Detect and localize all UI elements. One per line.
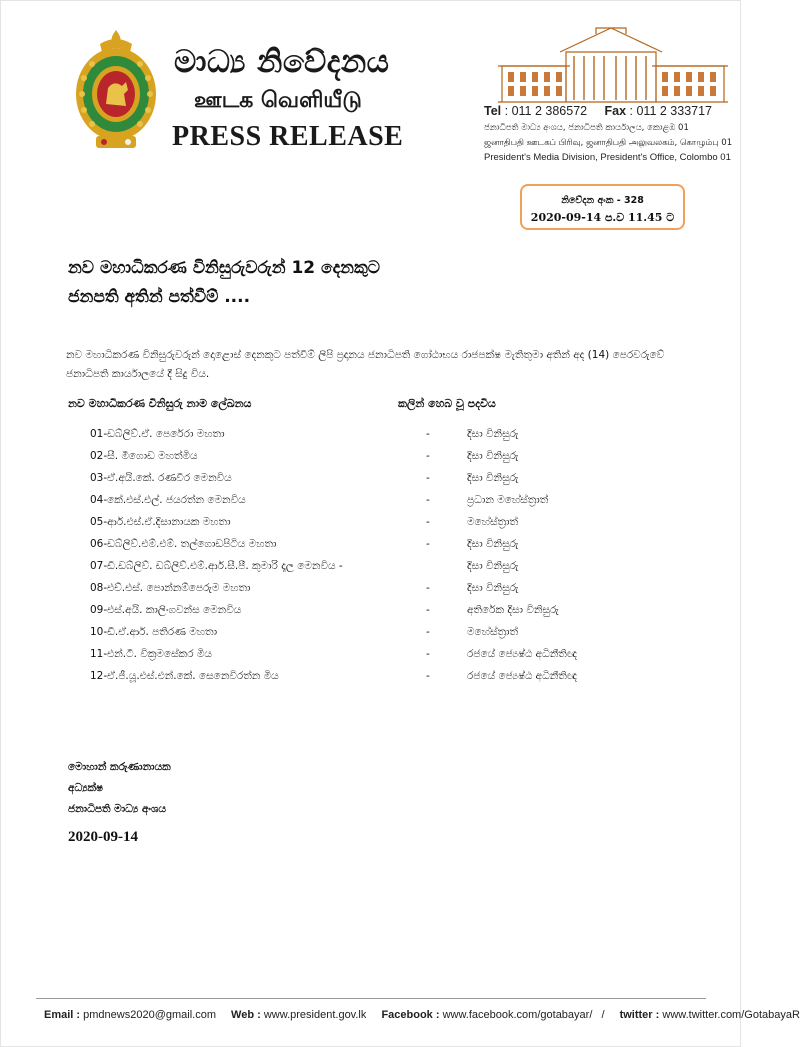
list-item <box>0 560 741 582</box>
footer-facebook-link[interactable]: www.facebook.com/gotabayar/ <box>442 1009 593 1021</box>
previous-position: දිසා විනිසුරු <box>467 560 519 572</box>
title-tamil: ஊடக வெளியீடு <box>194 88 362 113</box>
title-english: PRESS RELEASE <box>172 121 404 152</box>
footer-web-link[interactable]: www.president.gov.lk <box>263 1009 367 1021</box>
previous-position: ප්‍රධාන මහේස්ත්‍රාත් <box>467 494 549 506</box>
release-number: නිවේදන අංක - 328 <box>561 195 644 206</box>
separator-dash: - <box>426 494 430 506</box>
judge-name: 05-ආර්.එස්.ඒ.දිසානායක මහතා <box>90 516 231 528</box>
previous-position: මහේස්ත්‍රාත් <box>467 626 519 638</box>
previous-position: රජයේ ජ්‍යෙෂ්ඨ අධිනීතිඥ <box>467 670 578 682</box>
judge-name: 11-එන්.ටී. වික්‍රමසේකර මිය <box>90 648 212 660</box>
list-item <box>0 450 741 472</box>
separator-dash: - <box>426 538 430 550</box>
separator-dash: - <box>426 450 430 462</box>
address-english: President's Media Division, President's Office, Colombo 01 <box>484 152 731 163</box>
address-sinhala: ජනාධිපති මාධ්‍ය අංශය, ජනාධිපති කාර්යාලය, කොළඹ 01 <box>484 123 689 133</box>
sri-lanka-emblem-logo <box>70 28 162 152</box>
judge-name: 03-ඒ.අයි.කේ. රණවීර මෙනවිය <box>90 472 232 484</box>
footer-divider <box>36 998 706 999</box>
separator-dash: - <box>426 472 430 484</box>
list-item <box>0 472 741 494</box>
judge-name: 06-ඩබ්ලිව්.එම්.එම්. තල්ගොඩපිටිය මහතා <box>90 538 277 550</box>
fax-label: Fax <box>604 104 627 118</box>
previous-position: දිසා විනිසුරු <box>467 428 519 440</box>
page-title <box>68 254 380 312</box>
list-item <box>0 626 741 648</box>
contact-phone-fax <box>484 104 712 118</box>
footer-web-label: Web : <box>231 1009 261 1021</box>
separator-dash: - <box>426 516 430 528</box>
tel-number: : 011 2 386572 <box>504 104 588 118</box>
judge-name: 10-ඩී.ඒ.ආර්. පතිරණ මහතා <box>90 626 218 638</box>
footer-twitter-link[interactable]: www.twitter.com/GotabayaR <box>662 1009 800 1021</box>
list-item <box>0 516 741 538</box>
list-item <box>0 494 741 516</box>
signatory-title: අධ්‍යක්ෂ <box>68 782 104 794</box>
previous-position: දිසා විනිසුරු <box>467 538 519 550</box>
intro-paragraph: නව මහාධිකරණ විනිසුරුවරුන් දොළොස් දෙනකුට පත්වීම් ලිපි ප්‍රදානය ජනාධිපති ගෝඨාභය රාජපක්ෂ මැතිතුමා අතින් අද (14) පෙරවරුවේ ජනාධිපති කාර්යාලයේ දී සිදු විය. <box>66 349 665 380</box>
release-datetime: 2020-09-14 ප.ව 11.45 ට <box>530 211 675 224</box>
footer-email-label: Email : <box>44 1009 81 1021</box>
footer-twitter-label: twitter : <box>619 1009 660 1021</box>
list-item <box>0 428 741 450</box>
judge-name: 04-කේ.එස්.එල්. ජයරත්න මෙනවිය <box>90 494 246 506</box>
list-item <box>0 670 741 692</box>
signatory-name: මොහාන් කරුණානායක <box>68 761 171 773</box>
fax-number: : 011 2 333717 <box>629 104 712 118</box>
previous-position: දිසා විනිසුරු <box>467 582 519 594</box>
release-reference-box <box>520 184 685 230</box>
column-header-names: නව මහාධිකරණ විනිසුරු නාම ලේඛනය <box>68 397 252 410</box>
judge-name: 12-ඒ.ජී.යූ.එස්.එන්.කේ. සෙනෙවිරත්න මිය <box>90 670 279 682</box>
footer-email-link[interactable]: pmdnews2020@gmail.com <box>83 1009 216 1021</box>
list-item <box>0 648 741 670</box>
list-item <box>0 604 741 626</box>
title-sinhala: මාධ්‍ය නිවේදනය <box>174 44 390 80</box>
footer-contacts: Email : pmdnews2020@gmail.com Web : www.president.gov.lk Facebook : www.facebook.com/gotabayar/ / twitter : www.twitter.com/GotabayaR <box>44 1009 800 1021</box>
separator-dash: - <box>426 670 430 682</box>
judge-name: 07-ඩී.ඩබ්ලිව්. ඩබ්ලිව්.එම්.ආර්.සී.පී. කුමාරි දෑල මෙනවිය - <box>90 560 343 572</box>
previous-position: රජයේ ජ්‍යෙෂ්ඨ අධිනීතිඥ <box>467 648 578 660</box>
signature-date: 2020-09-14 <box>68 829 138 845</box>
previous-position: මහේස්ත්‍රාත් <box>467 516 519 528</box>
title-line-1: නව මහාධිකරණ විනිසුරුවරුන් 12 දෙනකුට <box>68 258 380 278</box>
judge-name: 09-එස්.අයි. කාලිංගවන්ස මෙනවිය <box>90 604 242 616</box>
separator-dash: - <box>426 604 430 616</box>
list-item <box>0 538 741 560</box>
title-line-2: ජනපති අතින් පත්වීම් .... <box>68 287 251 307</box>
previous-position: අතිරේක දිසා විනිසුරු <box>467 604 559 616</box>
separator-dash: - <box>426 582 430 594</box>
separator-dash: - <box>426 428 430 440</box>
judge-name: 01-ඩබ්ලිව්.ඒ. පෙරේරා මහතා <box>90 428 225 440</box>
separator-dash: - <box>426 626 430 638</box>
previous-position: දිසා විනිසුරු <box>467 472 519 484</box>
separator-dash: - <box>426 648 430 660</box>
footer-facebook-label: Facebook : <box>381 1009 440 1021</box>
column-header-previous-position: කලින් හෙබ වූ පදවිය <box>398 397 496 410</box>
list-item <box>0 582 741 604</box>
presidents-office-building-sketch <box>496 22 728 104</box>
previous-position: දිසා විනිසුරු <box>467 450 519 462</box>
judge-name: 08-එච්.එස්. පොන්නම්පෙරුම මහතා <box>90 582 251 594</box>
judge-name: 02-සී. මීගොඩ මහත්මිය <box>90 450 198 462</box>
address-tamil: ஜனாதிபதி ஊடகப் பிரிவு, ஜனாதிபதி அலுவலகம், கொழும்பு 01 <box>484 138 733 148</box>
signatory-division: ජනාධිපති මාධ්‍ය අංශය <box>68 803 167 815</box>
tel-label: Tel <box>484 104 502 118</box>
